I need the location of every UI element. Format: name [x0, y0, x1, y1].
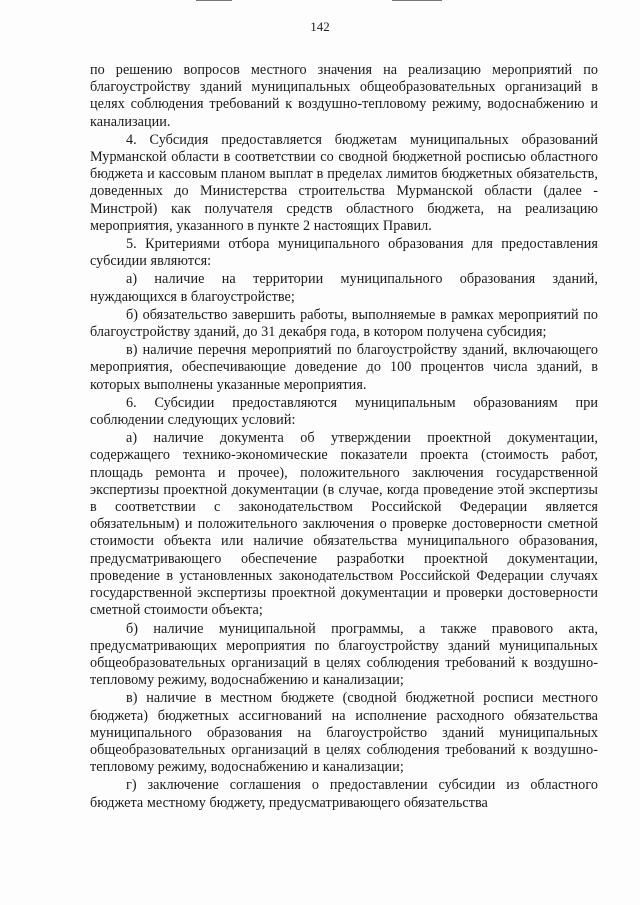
paragraph-6v: в) наличие в местном бюджете (сводной бюджетной росписи местного бюджета) бюджетных ассигнований на исполнение расходного обязательства муниципального образования на благоустройство зданий муниципальных общеобразовательных организаций в целях соблюдения требований к воздушно-тепловому режиму, водоснабжению и канализации; — [90, 690, 598, 776]
top-edge-mark — [392, 0, 442, 1]
paragraph-6b: б) наличие муниципальной программы, а также правового акта, предусматривающих мероприятия по благоустройству зданий муниципальных общеобразовательных организаций в целях соблюдения требований к воздушно-тепловому режиму, водоснабжению и канализации; — [90, 620, 598, 689]
paragraph-5v: в) наличие перечня мероприятий по благоустройству зданий, включающего мероприятия, обеспечивающие доведение до 100 процентов числа зданий, в которых выполнены указанные мероприятия. — [90, 342, 598, 393]
paragraph-continuation: по решению вопросов местного значения на реализацию мероприятий по благоустройству зданий муниципальных общеобразовательных организаций в целях соблюдения требований к воздушно-тепловому режиму, водоснабжению и канализации. — [90, 62, 598, 130]
paragraph-4: 4. Субсидия предоставляется бюджетам муниципальных образований Мурманской области в соответствии со сводной бюджетной росписью областного бюджета и кассовым планом выплат в пределах лимитов бюджетных обязательств, доведенных до Министерства строительства Мурманской области (далее - Минстрой) как получателя средств областного бюджета, на реализацию мероприятия, указанного в пункте 2 настоящих Правил. — [90, 131, 598, 234]
paragraph-6a: а) наличие документа об утверждении проектной документации, содержащего технико-экономические показатели проекта (стоимость работ, площадь ремонта и прочее), положительного заключения государственной экспертизы проектной документации (в случае, когда проведение этой экспертизы в соответствии с законодательством Российской Федерации является обязательным) и положительного заключения о проверке достоверности сметной стоимости объекта или наличие обязательства муниципального образования, предусматривающего обеспечение разработки проектной документации, проведение в установленных законодательством Российской Федерации случаях государственной экспертизы проектной документации и проверки достоверности сметной стоимости объекта; — [90, 430, 598, 619]
paragraph-5b: б) обязательство завершить работы, выполняемые в рамках мероприятий по благоустройству зданий, до 31 декабря года, в котором получена субсидия; — [90, 306, 598, 341]
paragraph-6g: г) заключение соглашения о предоставлении субсидии из областного бюджета местному бюджету, предусматривающего обязательства — [90, 777, 598, 811]
paragraph-5: 5. Критериями отбора муниципального образования для предоставления субсидии являются: — [90, 236, 598, 270]
paragraph-6: 6. Субсидии предоставляются муниципальным образованиям при соблюдении следующих условий: — [90, 394, 598, 429]
document-body — [90, 62, 598, 812]
paragraph-5a: а) наличие на территории муниципального образования зданий, нуждающихся в благоустройстве; — [90, 271, 598, 305]
page-number: 142 — [310, 19, 330, 34]
top-edge-mark — [196, 0, 232, 1]
